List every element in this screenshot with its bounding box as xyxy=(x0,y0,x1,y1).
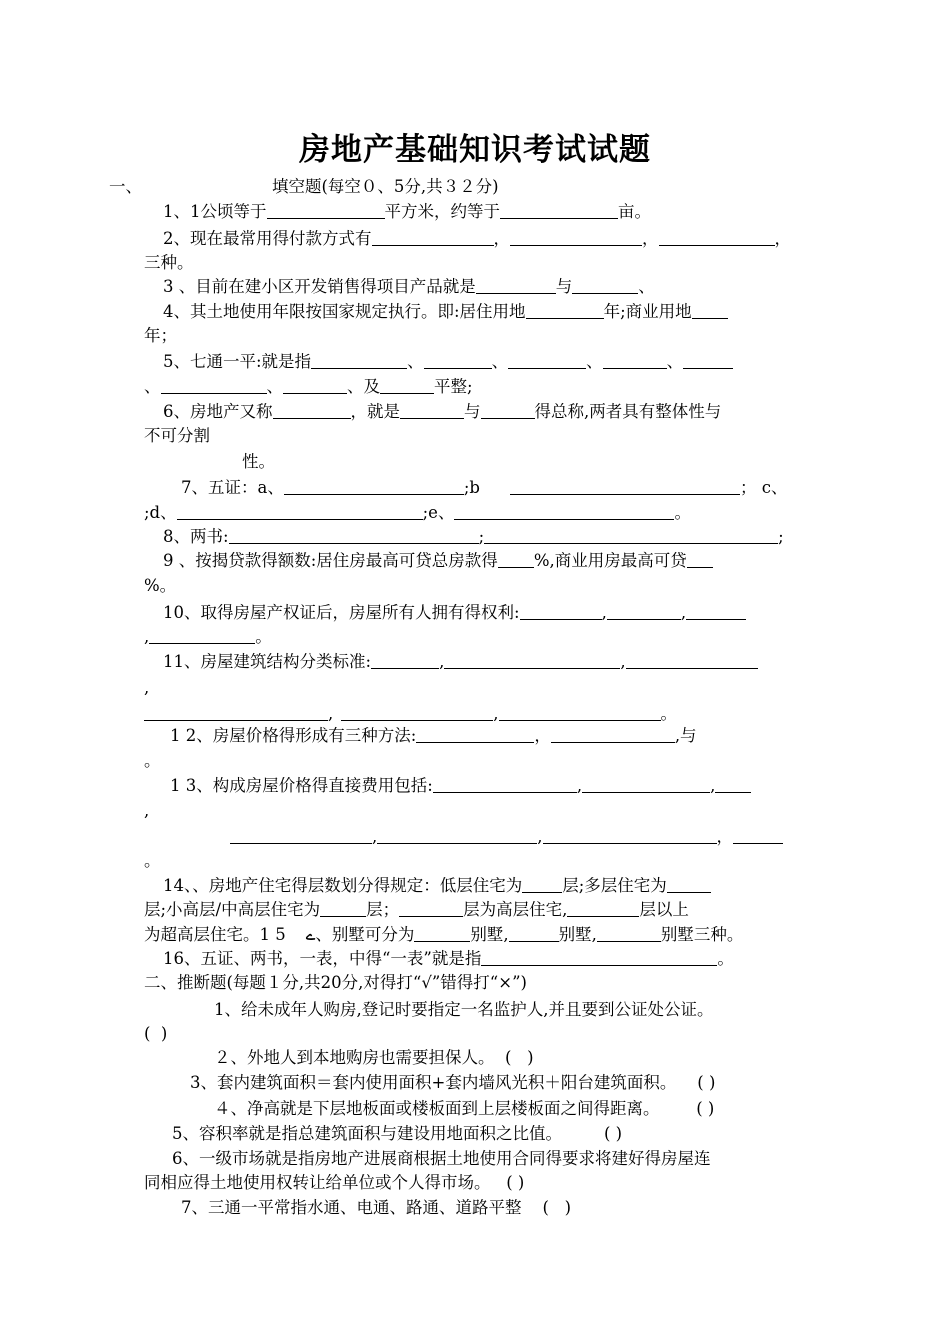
question-16: 16、五证、两书，一表，中得“一表”就是指 。 xyxy=(163,949,734,968)
question-10: 10、取得房屋产权证后，房屋所有人拥有得权利: , , xyxy=(163,602,746,624)
answer-blank xyxy=(177,503,423,520)
question-13: 1 3、构成房屋价格得直接费用包括: , , xyxy=(170,775,751,797)
question-8: 8、两书: ; ; xyxy=(163,527,784,546)
answer-blank xyxy=(476,277,556,294)
question-14-cont-2: 为超高层住宅。1 5 ے、别墅可分为 别墅, 别墅, 别墅三种。 xyxy=(144,925,744,944)
answer-blank xyxy=(498,551,534,568)
question-11-cont: , xyxy=(144,678,150,697)
answer-blank xyxy=(341,704,493,721)
answer-blank xyxy=(444,652,620,669)
answer-blank xyxy=(372,229,494,246)
section-1-heading: 填空题(每空０、5分,共３２分) xyxy=(272,177,499,196)
answer-blank xyxy=(683,352,733,369)
answer-blank xyxy=(686,603,746,620)
question-11: 11、房屋建筑结构分类标准: , , xyxy=(163,651,758,673)
answer-blank xyxy=(371,652,439,669)
answer-blank xyxy=(659,229,775,246)
answer-blank xyxy=(484,527,778,544)
question-6: 6、房地产又称 ，就是 与 得总称,两者具有整体性与 xyxy=(163,402,722,421)
question-13-cont-3: 。 xyxy=(144,851,161,870)
answer-blank xyxy=(149,627,255,644)
answer-blank xyxy=(284,478,464,495)
question-2-cont: 三种。 xyxy=(144,253,194,272)
answer-blank xyxy=(572,277,638,294)
question-6-cont: 不可分割 xyxy=(144,426,210,445)
answer-blank xyxy=(582,776,710,793)
answer-blank xyxy=(267,202,385,219)
answer-blank xyxy=(510,229,642,246)
answer-blank xyxy=(543,827,717,844)
answer-blank xyxy=(399,900,463,917)
judgment-4: ４、净高就是下层地板面或楼板面到上层楼板面之间得距离。 ( ) xyxy=(214,1099,715,1118)
page-title: 房地产基础知识考试试题 xyxy=(299,132,651,168)
answer-blank xyxy=(144,704,328,721)
question-14-cont: 层;小高层/中高层住宅为 层； 层为高层住宅, 层以上 xyxy=(144,900,689,919)
answer-blank xyxy=(161,377,267,394)
answer-blank xyxy=(715,776,751,793)
question-2: 2、现在最常用得付款方式有 ， ， ， xyxy=(163,229,791,248)
question-4: 4、其土地使用年限按国家规定执行。即:居住用地 年;商业用地 xyxy=(163,301,728,323)
answer-blank xyxy=(273,402,351,419)
question-6-cont-2: 性。 xyxy=(242,452,275,471)
answer-blank xyxy=(377,827,537,844)
answer-blank xyxy=(520,603,602,620)
answer-blank xyxy=(320,900,366,917)
question-1: 1、1公顷等于 平方米，约等于 亩。 xyxy=(163,202,651,221)
judgment-5: 5、容积率就是指总建筑面积与建设用地面积之比值。 ( ) xyxy=(172,1124,623,1143)
answer-blank xyxy=(692,302,728,319)
section-2-heading: 二、推断题(每题１分,共20分,对得打“√”错得打“×”) xyxy=(144,973,527,992)
question-7-cont: ;d、 ;e、 。 xyxy=(144,503,691,522)
answer-blank xyxy=(551,726,675,743)
question-4-cont: 年； xyxy=(144,326,177,345)
answer-blank xyxy=(510,478,740,495)
question-14: 14、、房地产住宅得层数划分得规定：低层住宅为 层;多层住宅为 xyxy=(163,875,711,897)
answer-blank xyxy=(433,776,577,793)
answer-blank xyxy=(508,352,586,369)
answer-blank xyxy=(230,827,372,844)
answer-blank xyxy=(500,202,618,219)
section-1-number: 一、 xyxy=(109,177,142,196)
question-10-cont: , 。 xyxy=(144,627,272,646)
answer-blank xyxy=(687,551,713,568)
judgment-1-cont: ( ) xyxy=(144,1024,168,1043)
answer-blank xyxy=(567,900,639,917)
judgment-7: 7、三通一平常指水通、电通、路通、道路平整 ( ) xyxy=(181,1198,572,1217)
question-9: 9 、按揭贷款得额数:居住房最高可贷总房款得 %,商业用房最高可贷 xyxy=(163,550,713,572)
judgment-3: 3、套内建筑面积＝套内使用面积+套内墙风光积＋阳台建筑面积。 ( ) xyxy=(190,1073,716,1092)
answer-blank xyxy=(603,352,667,369)
judgment-2: ２、外地人到本地购房也需要担保人。 ( ) xyxy=(214,1048,534,1067)
question-11-cont-2: , , 。 xyxy=(144,703,677,725)
question-9-cont: %。 xyxy=(144,576,177,595)
question-13-cont-2: , , ， xyxy=(230,826,783,848)
question-3: 3 、目前在建小区开发销售得项目产品就是 与 、 xyxy=(163,277,655,296)
answer-blank xyxy=(597,925,661,942)
answer-blank xyxy=(526,302,604,319)
question-7: 7、五证：a、 ;b ； c、 xyxy=(181,478,788,497)
answer-blank xyxy=(229,527,479,544)
answer-blank xyxy=(414,925,470,942)
question-5: 5、七通一平:就是指 、 、 、 、 xyxy=(163,351,733,373)
answer-blank xyxy=(481,949,717,966)
question-12-cont: 。 xyxy=(144,751,161,770)
judgment-6: 6、一级市场就是指房地产进展商根据土地使用合同得要求将建好得房屋连 xyxy=(172,1149,711,1168)
answer-blank xyxy=(400,402,464,419)
answer-blank xyxy=(481,402,535,419)
answer-blank xyxy=(522,876,562,893)
answer-blank xyxy=(509,925,559,942)
answer-blank xyxy=(380,377,434,394)
answer-blank xyxy=(499,704,661,721)
answer-blank xyxy=(311,352,407,369)
answer-blank xyxy=(424,352,492,369)
answer-blank xyxy=(454,503,674,520)
answer-blank xyxy=(667,876,711,893)
question-13-cont: , xyxy=(144,801,150,820)
answer-blank xyxy=(607,603,681,620)
answer-blank xyxy=(416,726,534,743)
question-12: 1 2、房屋价格得形成有三种方法: ， ,与 xyxy=(170,726,697,745)
answer-blank xyxy=(283,377,347,394)
answer-blank xyxy=(626,652,758,669)
answer-blank xyxy=(733,827,783,844)
question-5-cont: 、 、 、及 平整; xyxy=(144,377,473,396)
judgment-1: 1、给未成年人购房,登记时要指定一名监护人,并且要到公证处公证。 xyxy=(214,1000,714,1019)
judgment-6-cont: 同相应得土地使用权转让给单位或个人得市场。 ( ) xyxy=(144,1173,525,1192)
